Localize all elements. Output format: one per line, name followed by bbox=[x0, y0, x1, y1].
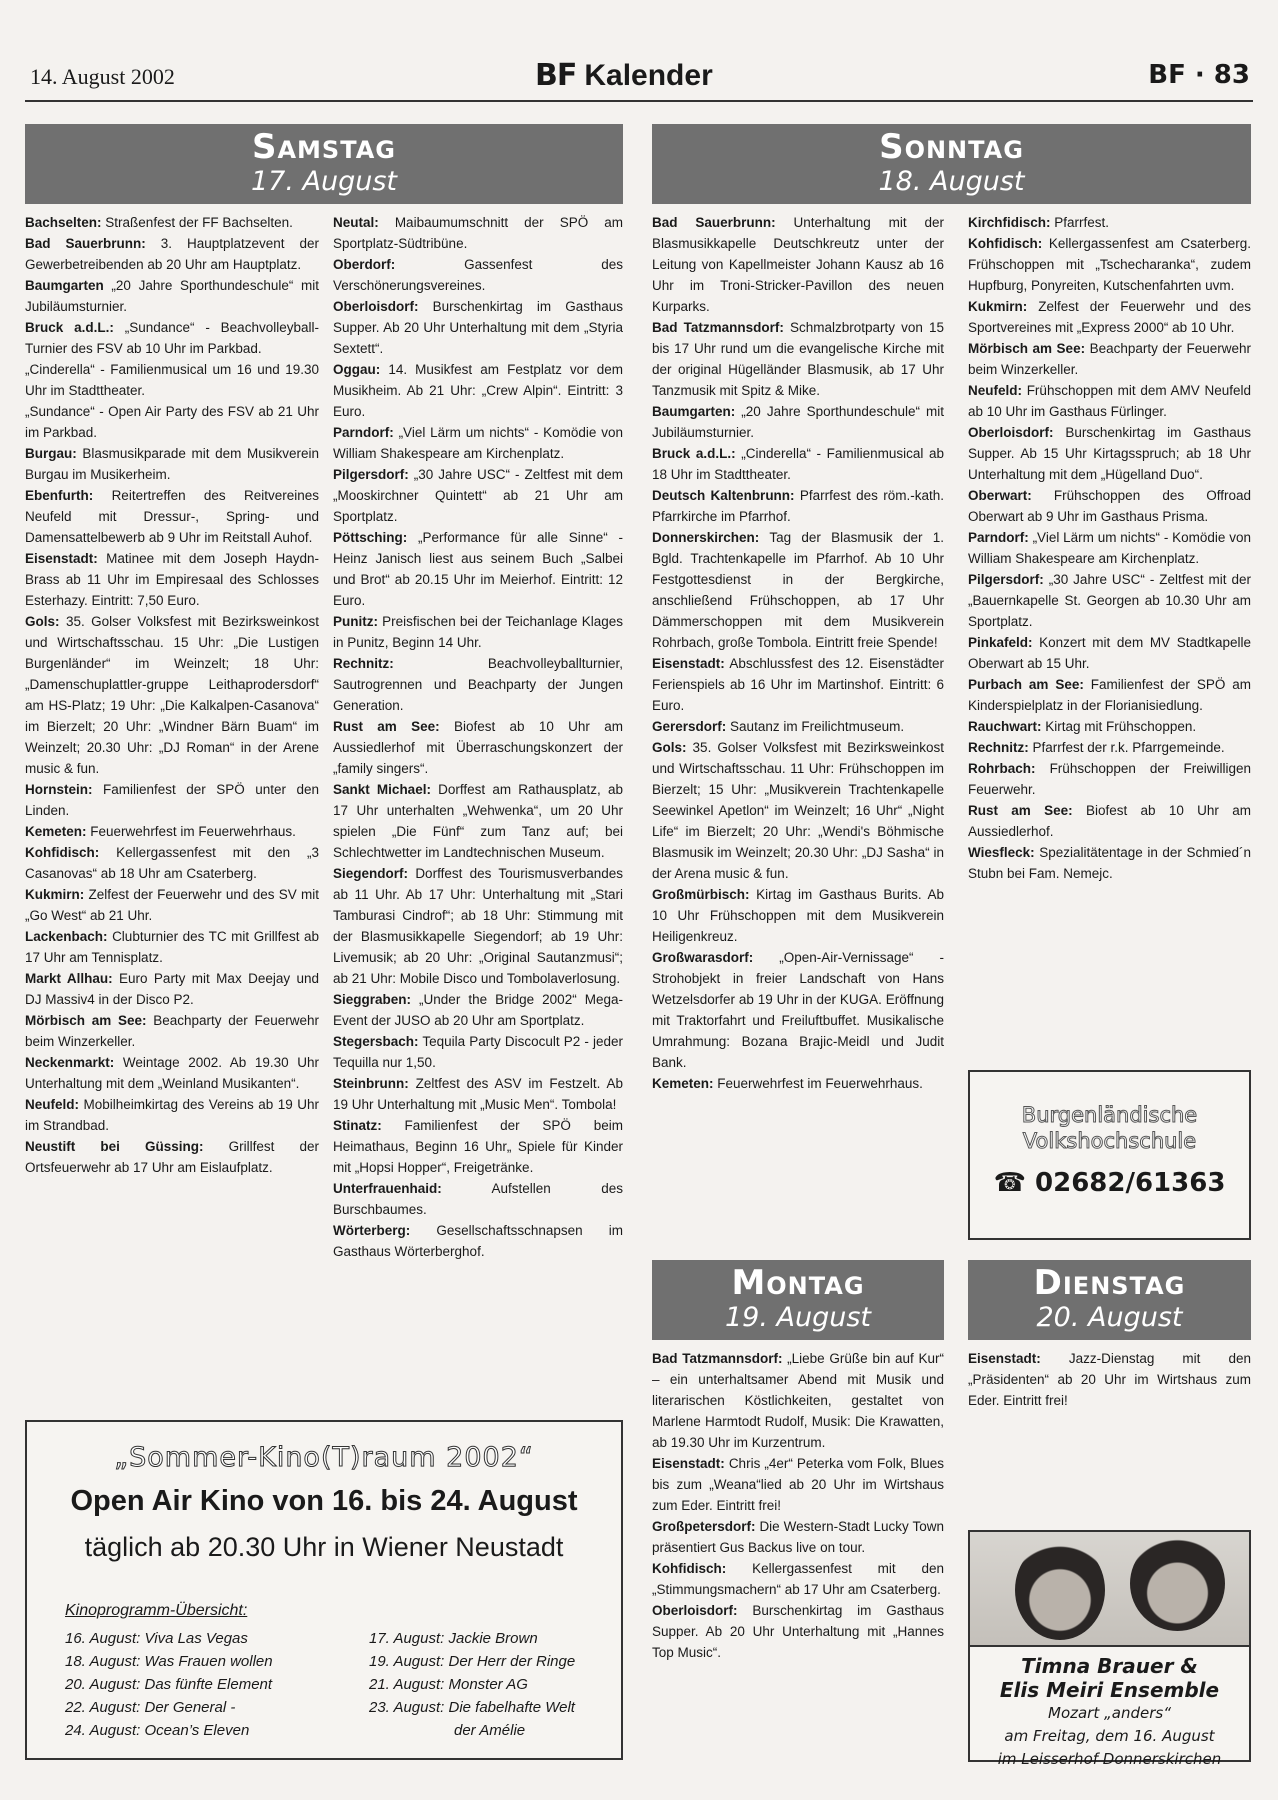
event-entry bbox=[333, 1031, 623, 1073]
event-entry bbox=[333, 527, 623, 611]
event-entry bbox=[968, 842, 1251, 884]
event-entry bbox=[652, 1453, 944, 1516]
event-place: Neckenmarkt: bbox=[25, 1055, 115, 1070]
event-place: Rohrbach: bbox=[968, 761, 1036, 776]
event-place: Eisenstadt: bbox=[25, 551, 98, 566]
event-place: Gols: bbox=[652, 740, 687, 755]
event-description: Burschenkirtag im Gasthaus Supper. Ab 15 Uhr Kirtagsspruch; ab 18 Uhr Unterhaltung mit dem „Hügelland Duo“. bbox=[968, 425, 1251, 482]
event-entry bbox=[333, 422, 623, 464]
event-entry bbox=[652, 212, 944, 317]
event-place: Ebenfurth: bbox=[25, 488, 94, 503]
event-entry bbox=[25, 1094, 319, 1136]
event-description: „20 Jahre Sporthundeschule“ mit Jubiläumsturnier. bbox=[25, 278, 319, 314]
event-entry bbox=[652, 737, 944, 884]
banner-sonntag bbox=[652, 124, 1251, 204]
event-place: Hornstein: bbox=[25, 782, 93, 797]
event-description: Beachvolleyballturnier, Sautrogrennen und Beachparty der Jungen Generation. bbox=[333, 656, 623, 713]
event-description: Gesellschaftsschnapsen im Gasthaus Wörterberghof. bbox=[333, 1223, 623, 1259]
page-number: BF · 83 bbox=[1148, 60, 1250, 90]
event-entry bbox=[333, 1073, 623, 1115]
event-description: „Performance für alle Sinne“ - Heinz Janisch liest aus seinem Buch „Salbei und Brot“ ab 20.15 Uhr im Meierhof. Eintritt: 12 Euro. bbox=[333, 530, 623, 608]
event-description: Kellergassenfest am Csaterberg. Frühschoppen mit „Tschecharanka“, zudem Hupfburg, Ponyreiten, Kutschenfahrten uvm. bbox=[968, 236, 1251, 293]
kino-info: täglich ab 20.30 Uhr in Wiener Neustadt bbox=[84, 1532, 564, 1562]
event-description: Aufstellen des Burschbaumes. bbox=[333, 1181, 623, 1217]
event-description: Matinee mit dem Joseph Haydn-Brass ab 11 Uhr im Empiresaal des Schlosses Esterhazy. Eintritt: 7,50 Euro. bbox=[25, 551, 319, 608]
kino-program-item: 21. August: Monster AG bbox=[369, 1676, 528, 1693]
section-title-text: Kalender bbox=[584, 59, 713, 92]
event-description: Familienfest der SPÖ am Kinderspielplatz in der Florianisiedlung. bbox=[968, 677, 1251, 713]
event-entry bbox=[968, 422, 1251, 485]
event-description: Reitertreffen des Reitvereines Neufeld mit Dressur-, Spring- und Damensattelbewerb ab 9 Uhr im Reitstall Auhof. bbox=[25, 488, 319, 545]
event-entry bbox=[25, 485, 319, 548]
event-entry bbox=[25, 968, 319, 1010]
event-place: Bad Tatzmannsdorf: bbox=[652, 320, 784, 335]
day-date: 17. August bbox=[250, 166, 397, 197]
event-place: Deutsch Kaltenbrunn: bbox=[652, 488, 795, 503]
kino-program-item: 16. August: Viva Las Vegas bbox=[65, 1630, 248, 1647]
event-entry bbox=[968, 716, 1251, 737]
event-place: Kemeten: bbox=[652, 1076, 714, 1091]
event-entry bbox=[968, 485, 1251, 527]
event-place: Neufeld: bbox=[968, 383, 1022, 398]
event-place: Bruck a.d.L.: bbox=[25, 320, 114, 335]
event-description: 35. Golser Volksfest mit Bezirksweinkost und Wirtschaftsschau. 15 Uhr: „Die Lustigen Burgenländer“ im Weinzelt; 18 Uhr: „Damenschuplattler-gruppe Leithaprodersdorf“ am HS-Platz; 19 Uhr: „Die Kalkalpen-Casanova“ im Bierzelt; 20 Uhr: „Windner Bärn Buam“ im Weinzelt; 20.30 Uhr: „DJ Roman“ in der Arene music & fun. bbox=[25, 614, 319, 776]
event-entry bbox=[652, 485, 944, 527]
dienstag-column bbox=[968, 1348, 1251, 1418]
event-place: Oberloisdorf: bbox=[333, 299, 419, 314]
event-place: Eisenstadt: bbox=[652, 656, 725, 671]
event-entry bbox=[652, 1073, 944, 1094]
event-entry bbox=[25, 884, 319, 926]
event-description: „Cinderella“ - Familienmusical um 16 und 19.30 Uhr im Stadttheater. bbox=[25, 362, 319, 398]
event-place: Bad Sauerbrunn: bbox=[25, 236, 146, 251]
event-entry bbox=[652, 443, 944, 485]
kino-program-item: der Amélie bbox=[454, 1722, 526, 1739]
event-place: Kohfidisch: bbox=[968, 236, 1043, 251]
event-place: Kukmirn: bbox=[968, 299, 1028, 314]
event-place: Oberloisdorf: bbox=[652, 1603, 738, 1618]
event-place: Neufeld: bbox=[25, 1097, 79, 1112]
event-entry bbox=[652, 317, 944, 401]
event-entry bbox=[652, 653, 944, 716]
event-place: Bad Tatzmannsdorf: bbox=[652, 1351, 783, 1366]
event-description: 14. Musikfest am Festplatz vor dem Musikheim. Ab 21 Uhr: „Crew Alpin“. Eintritt: 3 Euro. bbox=[333, 362, 623, 419]
event-place: Baumgarten bbox=[25, 278, 104, 293]
event-place: Sieggraben: bbox=[333, 992, 412, 1007]
event-entry bbox=[333, 779, 623, 863]
event-entry bbox=[652, 716, 944, 737]
event-description: Dorffest am Rathausplatz, ab 17 Uhr unterhalten „Wehwenka“, um 20 Uhr spielen „Die Fünf“ zum Tanz auf; bei Schlechtwetter im Landtechnischen Museum. bbox=[333, 782, 623, 860]
kino-program-item: 18. August: Was Frauen wollen bbox=[65, 1653, 273, 1670]
event-place: Punitz: bbox=[333, 614, 378, 629]
event-place: Steinbrunn: bbox=[333, 1076, 409, 1091]
concert-line2: am Freitag, dem 16. August bbox=[1004, 1727, 1215, 1745]
event-entry bbox=[25, 926, 319, 968]
samstag-column-1 bbox=[25, 212, 319, 1397]
event-entry bbox=[25, 611, 319, 779]
event-entry bbox=[333, 296, 623, 359]
event-place: Pilgersdorf: bbox=[968, 572, 1044, 587]
kino-program-right bbox=[369, 1627, 575, 1742]
event-entry bbox=[25, 233, 319, 275]
banner-dienstag bbox=[968, 1260, 1251, 1340]
event-entry bbox=[25, 443, 319, 485]
event-entry bbox=[333, 254, 623, 296]
event-entry bbox=[652, 527, 944, 653]
event-description: Kirtag im Gasthaus Burits. Ab 10 Uhr Frühschoppen mit dem Musikverein Heiligenkreuz. bbox=[652, 887, 944, 944]
event-description: Spezialitätentage in der Schmied´n Stubn bei Fam. Nemejc. bbox=[968, 845, 1251, 881]
event-place: Gerersdorf: bbox=[652, 719, 727, 734]
sonntag-column-2 bbox=[968, 212, 1251, 1057]
montag-column bbox=[652, 1348, 944, 1788]
event-description: Die Western-Stadt Lucky Town präsentiert Gus Backus live on tour. bbox=[652, 1519, 944, 1555]
event-place: Neutal: bbox=[333, 215, 379, 230]
event-description: Grillfest der Ortsfeuerwehr ab 17 Uhr am Eislaufplatz. bbox=[25, 1139, 319, 1175]
event-entry bbox=[652, 1516, 944, 1558]
event-description: Jazz-Dienstag mit den „Präsidenten“ ab 20 Uhr im Wirtshaus zum Eder. Eintritt frei! bbox=[968, 1351, 1251, 1408]
event-entry bbox=[652, 1348, 944, 1453]
event-place: Oggau: bbox=[333, 362, 381, 377]
banner-samstag bbox=[25, 124, 623, 204]
event-place: Siegendorf: bbox=[333, 866, 409, 881]
event-entry bbox=[968, 1348, 1251, 1411]
event-entry bbox=[968, 212, 1251, 233]
event-place: Kohfidisch: bbox=[25, 845, 100, 860]
event-description: Zeltfest des ASV im Festzelt. Ab 19 Uhr Unterhaltung mit „Music Men“. Tombola! bbox=[333, 1076, 623, 1112]
event-entry bbox=[968, 569, 1251, 632]
event-place: Purbach am See: bbox=[968, 677, 1084, 692]
concert-ad bbox=[968, 1530, 1251, 1768]
event-description: Unterhaltung mit der Blasmusikkapelle Deutschkreutz unter der Leitung von Kapellmeister Johann Kausz ab 16 Uhr im Troni-Stricker-Pavillon des neuen Kurparks. bbox=[652, 215, 944, 314]
header-divider bbox=[25, 100, 1253, 102]
event-entry bbox=[25, 1136, 319, 1178]
event-description: „Open-Air-Vernissage“ - Strohobjekt in freier Landschaft von Hans Wetzelsdorfer ab 19 Uhr in der KUGA. Eröffnung mit Traktorfahrt und Freiluftbuffet. Musikalische Umrahmung: Bozana Brajic-Meidl und Judit Bank. bbox=[652, 950, 944, 1070]
day-title: Sonntag bbox=[879, 127, 1024, 167]
event-place: Burgau: bbox=[25, 446, 77, 461]
event-entry bbox=[333, 611, 623, 653]
kino-program-left bbox=[65, 1627, 273, 1742]
event-entry bbox=[333, 212, 623, 254]
event-entry bbox=[333, 653, 623, 716]
event-entry bbox=[968, 800, 1251, 842]
event-description: Pfarrfest des röm.-kath. Pfarrkirche im Pfarrhof. bbox=[652, 488, 944, 524]
event-entry bbox=[652, 1558, 944, 1600]
event-description: „20 Jahre Sporthundeschule“ mit Jubiläumsturnier. bbox=[652, 404, 944, 440]
event-description: Frühschoppen des Offroad Oberwart ab 9 Uhr im Gasthaus Prisma. bbox=[968, 488, 1251, 524]
event-place: Sankt Michael: bbox=[333, 782, 431, 797]
event-description: Preisfischen bei der Teichanlage Klages in Punitz, Beginn 14 Uhr. bbox=[333, 614, 623, 650]
event-description: Feuerwehrfest im Feuerwehrhaus. bbox=[717, 1076, 923, 1091]
event-entry bbox=[333, 1115, 623, 1178]
kino-title: „Sommer-Kino(T)raum 2002“ bbox=[114, 1442, 534, 1473]
section-title bbox=[535, 58, 713, 93]
samstag-column-2 bbox=[333, 212, 623, 1397]
event-entry bbox=[333, 359, 623, 422]
event-description: Tequila Party Discocult P2 - jeder Tequilla nur 1,50. bbox=[333, 1034, 623, 1070]
event-place: Parndorf: bbox=[968, 530, 1029, 545]
vhs-phone: 02682/61363 bbox=[1035, 1168, 1226, 1198]
event-description: Kellergassenfest mit den „3 Casanovas“ ab 18 Uhr am Csaterberg. bbox=[25, 845, 319, 881]
event-description: „Viel Lärm um nichts“ - Komödie von William Shakespeare am Kirchenplatz. bbox=[968, 530, 1251, 566]
vhs-ad bbox=[968, 1070, 1251, 1240]
day-date: 18. August bbox=[878, 166, 1025, 197]
event-place: Kohfidisch: bbox=[652, 1561, 727, 1576]
event-entry bbox=[25, 548, 319, 611]
event-description: „Sundance“ - Open Air Party des FSV ab 21 Uhr im Parkbad. bbox=[25, 404, 319, 440]
event-entry bbox=[333, 989, 623, 1031]
event-description: Sautanz im Freilichtmuseum. bbox=[730, 719, 905, 734]
kino-program-item: 19. August: Der Herr der Ringe bbox=[369, 1653, 576, 1670]
event-place: Wiesfleck: bbox=[968, 845, 1035, 860]
event-description: Straßenfest der FF Bachselten. bbox=[105, 215, 293, 230]
event-entry bbox=[25, 842, 319, 884]
event-description: „Viel Lärm um nichts“ - Komödie von William Shakespeare am Kirchenplatz. bbox=[333, 425, 623, 461]
event-description: Biofest ab 10 Uhr am Aussiedlerhof. bbox=[968, 803, 1251, 839]
kino-ad bbox=[25, 1420, 623, 1760]
event-place: Baumgarten: bbox=[652, 404, 736, 419]
event-place: Gols: bbox=[25, 614, 60, 629]
event-description: Burschenkirtag im Gasthaus Supper. Ab 20 Uhr Unterhaltung mit „Hannes Top Music“. bbox=[652, 1603, 944, 1660]
event-place: Rechnitz: bbox=[968, 740, 1029, 755]
event-place: Stinatz: bbox=[333, 1118, 382, 1133]
event-place: Mörbisch am See: bbox=[968, 341, 1086, 356]
event-entry bbox=[652, 1600, 944, 1663]
event-description: Familienfest der SPÖ beim Heimathaus, Beginn 16 Uhr„ Spiele für Kinder mit „Hopsi Hopper“, Freigetränke. bbox=[333, 1118, 623, 1175]
event-entry bbox=[25, 779, 319, 821]
event-entry bbox=[968, 380, 1251, 422]
event-place: Rust am See: bbox=[333, 719, 440, 734]
kino-program-label: Kinoprogramm-Übersicht: bbox=[65, 1602, 248, 1619]
event-description: Frühschoppen der Freiwilligen Feuerwehr. bbox=[968, 761, 1251, 797]
event-entry bbox=[333, 1220, 623, 1262]
event-place: Donnerskirchen: bbox=[652, 530, 760, 545]
event-entry bbox=[25, 359, 319, 401]
day-title: Samstag bbox=[251, 127, 396, 167]
event-entry bbox=[968, 758, 1251, 800]
event-description: Tag der Blasmusik der 1. Bgld. Trachtenkapelle im Pfarrhof. Ab 10 Uhr Festgottesdienst in der Bergkirche, anschließend Frühschoppen, ab 17 Uhr Dämmerschoppen mit dem Musikverein Rohrbach, große Tombola. Eintritt freie Spende! bbox=[652, 530, 944, 650]
kino-subtitle: Open Air Kino von 16. bis 24. August bbox=[70, 1485, 578, 1517]
event-description: Blasmusikparade mit dem Musikverein Burgau im Musikerheim. bbox=[25, 446, 319, 482]
vhs-name-line1: Burgenländische bbox=[1021, 1103, 1198, 1127]
event-description: Gassenfest des Verschönerungsvereines. bbox=[333, 257, 623, 293]
event-place: Pinkafeld: bbox=[968, 635, 1033, 650]
event-description: Beachparty der Feuerwehr beim Winzerkeller. bbox=[968, 341, 1251, 377]
event-description: Kirtag mit Frühschoppen. bbox=[1045, 719, 1197, 734]
banner-montag bbox=[652, 1260, 944, 1340]
event-place: Rust am See: bbox=[968, 803, 1073, 818]
event-description: Burschenkirtag im Gasthaus Supper. Ab 20 Uhr Unterhaltung mit dem „Styria Sextett“. bbox=[333, 299, 623, 356]
event-description: 35. Golser Volksfest mit Bezirksweinkost und Wirtschaftsschau. 11 Uhr: Frühschoppen im Bierzelt; 15 Uhr: „Musikverein Trachtenkapelle Seewinkel Apetlon“ im Weinzelt; 16 Uhr“ „Night Life“ im Bierzelt; 20 Uhr: „Wendi's Böhmische Blasmusik im Weinzelt; 20.30 Uhr: „DJ Sasha“ in der Arena music & fun. bbox=[652, 740, 944, 881]
event-place: Kemeten: bbox=[25, 824, 87, 839]
event-entry bbox=[333, 464, 623, 527]
event-description: „Cinderella“ - Familienmusical ab 18 Uhr im Stadttheater. bbox=[652, 446, 944, 482]
day-title: Dienstag bbox=[1033, 1263, 1186, 1303]
event-description: „Sundance“ - Beachvolleyball-Turnier des FSV ab 10 Uhr im Parkbad. bbox=[25, 320, 319, 356]
event-place: Eisenstadt: bbox=[652, 1456, 725, 1471]
event-place: Parndorf: bbox=[333, 425, 394, 440]
event-entry bbox=[333, 863, 623, 989]
kino-program-item: 17. August: Jackie Brown bbox=[369, 1630, 538, 1647]
day-title: Montag bbox=[731, 1263, 865, 1303]
event-place: Pöttsching: bbox=[333, 530, 408, 545]
kino-program-item: 23. August: Die fabelhafte Welt bbox=[369, 1699, 575, 1716]
event-entry bbox=[968, 233, 1251, 296]
event-description: Zelfest der Feuerwehr und des Sportvereines mit „Express 2000“ ab 10 Uhr. bbox=[968, 299, 1251, 335]
event-entry bbox=[333, 716, 623, 779]
event-description: Feuerwehrfest im Feuerwehrhaus. bbox=[90, 824, 296, 839]
event-entry bbox=[25, 212, 319, 233]
event-description: Pfarrfest der r.k. Pfarrgemeinde. bbox=[1032, 740, 1225, 755]
event-place: Bachselten: bbox=[25, 215, 102, 230]
kino-program-item: 24. August: Ocean’s Eleven bbox=[65, 1722, 250, 1739]
event-entry bbox=[25, 275, 319, 317]
event-entry bbox=[652, 884, 944, 947]
kino-program-item: 20. August: Das fünfte Element bbox=[65, 1676, 273, 1693]
event-place: Markt Allhau: bbox=[25, 971, 113, 986]
artist-line2: Elis Meiri Ensemble bbox=[999, 1678, 1220, 1702]
event-description: Abschlussfest des 12. Eisenstädter Ferienspiels ab 16 Uhr im Martinshof. Eintritt: 6 Euro. bbox=[652, 656, 944, 713]
artist-photo bbox=[970, 1532, 1249, 1647]
event-entry bbox=[968, 737, 1251, 758]
artist-line1: Timna Brauer & bbox=[1021, 1654, 1198, 1678]
event-place: Lackenbach: bbox=[25, 929, 108, 944]
event-description: „30 Jahre USC“ - Zeltfest mit dem „Mooskirchner Quintett“ ab 21 Uhr am Sportplatz. bbox=[333, 467, 623, 524]
event-entry bbox=[652, 401, 944, 443]
concert-line3: im Leisserhof Donnerskirchen bbox=[997, 1750, 1222, 1768]
event-entry bbox=[652, 947, 944, 1073]
event-entry bbox=[25, 821, 319, 842]
event-place: Großwarasdorf: bbox=[652, 950, 754, 965]
event-description: Maibaumumschnitt der SPÖ am Sportplatz-Südtribüne. bbox=[333, 215, 623, 251]
event-place: Wörterberg: bbox=[333, 1223, 411, 1238]
bf-logo: BF bbox=[535, 58, 577, 93]
kino-program-item: 22. August: Der General - bbox=[65, 1699, 236, 1716]
event-description: Clubturnier des TC mit Grillfest ab 17 Uhr am Tennisplatz. bbox=[25, 929, 319, 965]
event-description: Weintage 2002. Ab 19.30 Uhr Unterhaltung mit dem „Weinland Musikanten“. bbox=[25, 1055, 319, 1091]
event-entry bbox=[968, 338, 1251, 380]
day-date: 20. August bbox=[1036, 1302, 1183, 1333]
event-entry bbox=[25, 317, 319, 359]
event-place: Kirchfidisch: bbox=[968, 215, 1051, 230]
event-description: „Liebe Grüße bin auf Kur“ – ein unterhaltsamer Abend mit Musik und literarischen Köstlichkeiten, gestaltet von Marlene Harmtodt Rudolf, Musik: Die Krawatten, ab 19.30 Uhr im Kurzentrum. bbox=[652, 1351, 944, 1450]
event-description: Zelfest der Feuerwehr und des SV mit „Go West“ ab 21 Uhr. bbox=[25, 887, 319, 923]
event-place: Rauchwart: bbox=[968, 719, 1042, 734]
event-entry bbox=[968, 296, 1251, 338]
event-description: Euro Party mit Max Deejay und DJ Massiv4 in der Disco P2. bbox=[25, 971, 319, 1007]
event-description: Beachparty der Feuerwehr beim Winzerkeller. bbox=[25, 1013, 319, 1049]
issue-date: 14. August 2002 bbox=[30, 64, 175, 89]
day-date: 19. August bbox=[724, 1302, 871, 1333]
event-place: Oberloisdorf: bbox=[968, 425, 1054, 440]
sonntag-column-1 bbox=[652, 212, 944, 1252]
concert-line1: Mozart „anders“ bbox=[1048, 1704, 1171, 1722]
event-place: Mörbisch am See: bbox=[25, 1013, 147, 1028]
telephone-icon: ☎ bbox=[993, 1168, 1026, 1198]
event-description: Mobilheimkirtag des Vereins ab 19 Uhr im Strandbad. bbox=[25, 1097, 319, 1133]
event-place: Kukmirn: bbox=[25, 887, 85, 902]
event-place: Stegersbach: bbox=[333, 1034, 419, 1049]
event-entry bbox=[333, 1178, 623, 1220]
event-place: Bad Sauerbrunn: bbox=[652, 215, 776, 230]
event-description: Familienfest der SPÖ unter den Linden. bbox=[25, 782, 319, 818]
event-place: Eisenstadt: bbox=[968, 1351, 1041, 1366]
event-place: Neustift bei Güssing: bbox=[25, 1139, 204, 1154]
event-place: Pilgersdorf: bbox=[333, 467, 409, 482]
event-entry bbox=[25, 1052, 319, 1094]
event-description: Frühschoppen mit dem AMV Neufeld ab 10 Uhr im Gasthaus Fürlinger. bbox=[968, 383, 1251, 419]
event-description: Konzert mit dem MV Stadtkapelle Oberwart ab 15 Uhr. bbox=[968, 635, 1251, 671]
event-entry bbox=[968, 527, 1251, 569]
event-place: Unterfrauenhaid: bbox=[333, 1181, 442, 1196]
event-description: 3. Hauptplatzevent der Gewerbetreibenden ab 20 Uhr am Hauptplatz. bbox=[25, 236, 319, 272]
event-place: Großpetersdorf: bbox=[652, 1519, 756, 1534]
event-description: Chris „4er“ Peterka vom Folk, Blues bis zum „Weana“lied ab 20 Uhr im Wirtshaus zum Eder. Eintritt frei! bbox=[652, 1456, 944, 1513]
event-description: Kellergassenfest mit den „Stimmungsmachern“ ab 17 Uhr am Csaterberg. bbox=[652, 1561, 944, 1597]
vhs-name-line2: Volkshochschule bbox=[1022, 1129, 1197, 1153]
event-description: Pfarrfest. bbox=[1054, 215, 1110, 230]
event-entry bbox=[25, 401, 319, 443]
event-description: „30 Jahre USC“ - Zeltfest mit der „Bauernkapelle St. Georgen ab 10.30 Uhr am Sportplatz. bbox=[968, 572, 1251, 629]
event-description: Schmalzbrotparty von 15 bis 17 Uhr rund um die evangelische Kirche mit der original Hügelländer Blasmusik, ab 17 Uhr Tanzmusik mit Spitz & Mike. bbox=[652, 320, 944, 398]
event-entry bbox=[968, 632, 1251, 674]
event-place: Großmürbisch: bbox=[652, 887, 750, 902]
event-entry bbox=[25, 1010, 319, 1052]
event-entry bbox=[968, 674, 1251, 716]
event-place: Oberdorf: bbox=[333, 257, 396, 272]
event-place: Oberwart: bbox=[968, 488, 1032, 503]
event-place: Bruck a.d.L.: bbox=[652, 446, 736, 461]
event-description: Dorffest des Tourismusverbandes ab 11 Uhr. Ab 17 Uhr: Unterhaltung mit „Stari Tamburasi Cindrof“; ab 18 Uhr: Stimmung mit der Blasmusikkapelle Siegendorf; ab 19 Uhr: Livemusik; ab 20 Uhr: „Original Sautanzmusi“; ab 21 Uhr: Mobile Disco und Tombolaverlosung. bbox=[333, 866, 623, 986]
event-description: Biofest ab 10 Uhr am Aussiedlerhof mit Überraschungskonzert der „family singers“. bbox=[333, 719, 623, 776]
event-place: Rechnitz: bbox=[333, 656, 394, 671]
event-description: „Under the Bridge 2002“ Mega-Event der JUSO ab 20 Uhr am Sportplatz. bbox=[333, 992, 623, 1028]
